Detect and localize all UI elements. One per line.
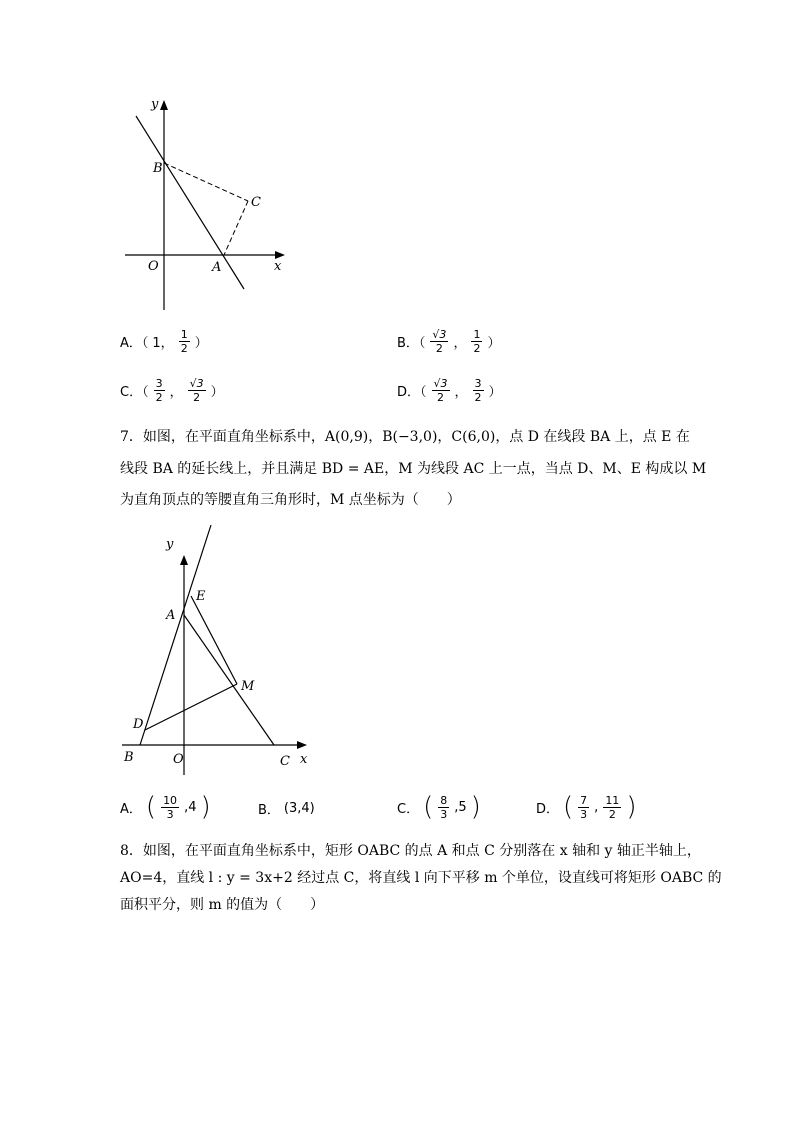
option-close: ）	[194, 336, 208, 351]
label-o: O	[148, 259, 159, 274]
option-sep: ，	[453, 336, 467, 351]
fraction: $\frac{√3}{2}$	[432, 328, 447, 355]
label-o: O	[173, 752, 184, 767]
label-x: x	[274, 259, 282, 274]
x-axis-arrow	[297, 741, 307, 749]
q8-line-2: AO=4，直线 l : y = 3x+2 经过点 C，将直线 l 向下平移 m 个单位，设直线可将矩形 OABC 的	[120, 870, 722, 886]
label-a: A	[166, 608, 176, 623]
option-rest: ,5	[454, 799, 467, 815]
figure-2	[112, 520, 322, 775]
option-letter: B．	[258, 803, 280, 818]
q7-option-b[interactable]	[258, 799, 315, 818]
q7-option-d[interactable]	[536, 792, 636, 822]
label-d: D	[133, 717, 144, 732]
label-b: B	[124, 750, 134, 765]
paren-close: )	[626, 792, 637, 822]
option-close: ）	[210, 385, 224, 400]
fraction: $\frac{1}{2}$	[180, 328, 188, 355]
segment-dm	[145, 684, 237, 730]
option-letter: A．	[120, 801, 142, 817]
q7-line-2: 线段 BA 的延长线上，并且满足 BD = AE，M 为线段 AC 上一点，当点 D、M、E 构成以 M	[120, 461, 707, 477]
label-b: B	[153, 161, 163, 176]
option-close: ）	[487, 336, 501, 351]
q8-line-3: 面积平分，则 m 的值为（ ）	[120, 897, 325, 913]
fraction: $\frac{3}{2}$	[474, 377, 482, 404]
label-x: x	[300, 752, 308, 767]
option-rest: ,4	[184, 799, 197, 815]
x-axis-arrow	[275, 251, 285, 259]
label-y: y	[151, 97, 159, 112]
label-m: M	[241, 679, 255, 694]
y-axis-arrow	[160, 100, 168, 110]
q7-option-c[interactable]	[397, 792, 481, 822]
option-letter: C．	[397, 801, 420, 817]
fraction: $\frac{8}{3}$	[440, 793, 448, 821]
paren-open: (	[145, 792, 157, 822]
q6-option-c[interactable]	[120, 377, 224, 404]
q6-option-d[interactable]	[397, 377, 502, 404]
fraction: $\frac{10}{3}$	[163, 793, 178, 821]
q8-line-1: 8．如图，在平面直角坐标系中，矩形 OABC 的点 A 和点 C 分别落在 x 轴和 y 轴正半轴上，	[120, 843, 701, 859]
q7-line-3: 为直角顶点的等腰直角三角形时，M 点坐标为（ ）	[120, 492, 461, 508]
label-e: E	[196, 589, 206, 604]
paren-close: )	[200, 792, 211, 822]
option-close: ）	[488, 385, 502, 400]
fraction: $\frac{7}{3}$	[580, 793, 588, 821]
figure-1	[110, 92, 300, 317]
segment-em	[191, 596, 237, 684]
paren-open: (	[423, 792, 434, 822]
fraction: $\frac{11}{2}$	[605, 793, 620, 821]
option-letter: A．（	[120, 336, 149, 351]
option-letter: D．（	[397, 385, 427, 400]
q7-line-1: 7．如图，在平面直角坐标系中，A(0,9)，B(−3,0)，C(6,0)，点 D 在线段 BA 上，点 E 在	[120, 429, 690, 445]
label-a: A	[212, 260, 222, 275]
option-letter: C．（	[120, 385, 149, 400]
option-sep: ，	[454, 385, 468, 400]
fraction: $\frac{√3}{2}$	[433, 377, 448, 404]
label-c: C	[280, 754, 290, 769]
label-c: C	[251, 195, 261, 210]
q7-option-a[interactable]	[120, 792, 211, 822]
label-y: y	[166, 537, 174, 552]
y-axis-arrow	[180, 555, 188, 565]
option-letter: D．	[536, 801, 560, 817]
option-value: 1，	[152, 336, 174, 351]
paren-open: (	[563, 792, 574, 822]
segment-ca	[224, 201, 248, 255]
fraction: $\frac{√3}{2}$	[189, 377, 204, 404]
q6-option-b[interactable]	[397, 328, 500, 355]
option-sep: ,	[594, 799, 599, 815]
segment-ac	[184, 615, 274, 745]
option-value: (3,4)	[283, 801, 315, 816]
paren-close: )	[470, 792, 481, 822]
q6-option-a[interactable]	[120, 328, 208, 355]
option-letter: B．（	[397, 336, 426, 351]
fraction: $\frac{1}{2}$	[473, 328, 481, 355]
fraction: $\frac{3}{2}$	[155, 377, 163, 404]
option-sep: ，	[169, 385, 183, 400]
line-ba-extended	[140, 525, 211, 745]
